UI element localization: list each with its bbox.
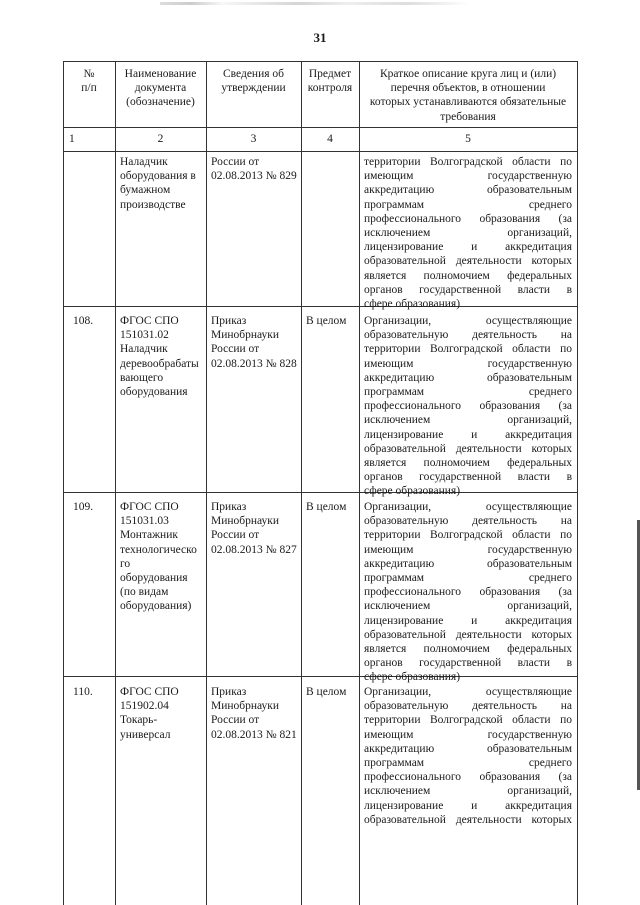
document-cell: ФГОС СПО 151902.04 Токарь- универсал [120,686,179,741]
approval-cell: Приказ Минобрнауки России от 02.08.2013 № 821 [211,686,297,741]
document-cell: Наладчик оборудования в бумажном производстве [120,156,196,211]
approval-cell: Приказ Минобрнауки России от 02.08.2013 № 827 [211,501,297,556]
subject-cell: В целом [306,315,347,327]
description-cell: Организации, осуществляющие образовательную деятельность на территории Волгоградской области по имеющим государственную аккредитацию образовательным программам среднего профессионального образования (за исключением организаций, лицензирование и аккредитация образовательной деятельности которых [364,686,572,826]
description-cell: Организации, осуществляющие образовательную деятельность на территории Волгоградской области по имеющим государственную аккредитацию образовательным программам среднего профессионального образования (за исключением организаций, лицензирование и аккредитация образовательной деятельности которых является полномочием федеральных органов государственной власти в сфере образования) [364,501,572,684]
header-subject: Предмет контроля [307,68,353,95]
document-cell: ФГОС СПО 151031.02 Наладчик деревообрабаты вающего оборудования [120,315,199,399]
document-cell: ФГОС СПО 151031.03 Монтажник технологическо го оборудования (по видам оборудования) [120,501,197,613]
header-approval: Сведения об утверждении [221,68,286,95]
header-description: Краткое описание круга лиц и (или) перечня объектов, в отношении которых устанавливаются обязательные требования [369,68,567,123]
column-number-2: 2 [157,133,164,145]
description-cell: территории Волгоградской области по имеющим государственную аккредитацию образовательным программам среднего профессионального образования (за исключением организаций, лицензирование и аккредитация образовательной деятельности которых является полномочием федеральных органов государственной власти в сфере образования) [364,156,572,311]
approval-cell: Приказ Минобрнауки России от 02.08.2013 № 828 [211,315,297,370]
scan-artifact [160,2,470,5]
column-number-3: 3 [250,133,257,145]
page-number: 31 [313,30,327,45]
subject-cell: В целом [306,686,347,698]
description-cell: Организации, осуществляющие образовательную деятельность на территории Волгоградской области по имеющим государственную аккредитацию образовательным программам среднего профессионального образования (за исключением организаций, лицензирование и аккредитация образовательной деятельности которых является полномочием федеральных органов государственной власти в сфере образования) [364,315,572,498]
row-number: 109. [73,501,94,513]
row-number: 108. [73,315,94,327]
row-number: 110. [73,686,93,698]
column-number-5: 5 [465,133,471,145]
approval-cell: России от 02.08.2013 № 829 [211,156,297,183]
column-number-1: 1 [69,133,75,145]
subject-cell: В целом [306,501,347,513]
header-document-name: Наименование документа (обозначение) [124,68,197,109]
regulation-table [63,61,578,905]
header-number: № п/п [81,68,97,95]
column-number-4: 4 [327,133,333,145]
